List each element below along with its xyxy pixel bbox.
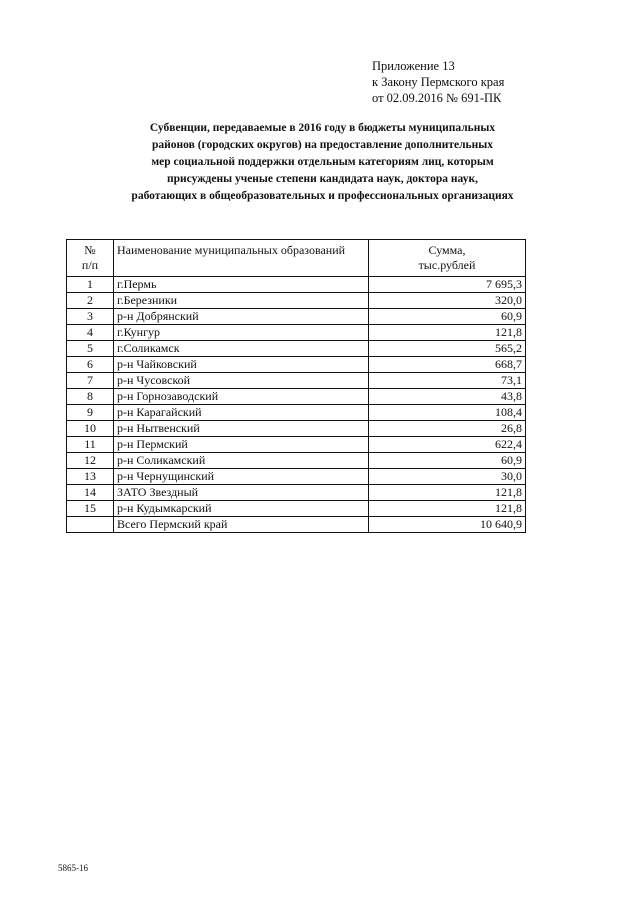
title-line: мер социальной поддержки отдельным категориям лиц, которым <box>151 156 494 168</box>
table-row <box>67 373 526 389</box>
row-number: 14 <box>67 485 114 501</box>
row-municipality: р-н Кудымкарский <box>114 501 369 517</box>
row-sum: 60,9 <box>369 453 526 469</box>
subvention-table <box>66 239 526 533</box>
row-municipality: р-н Чернущинский <box>114 469 369 485</box>
row-sum: 565,2 <box>369 341 526 357</box>
table-row <box>67 341 526 357</box>
table-row <box>67 485 526 501</box>
row-sum: 622,4 <box>369 437 526 453</box>
total-sum: 10 640,9 <box>369 517 526 533</box>
table-row <box>67 325 526 341</box>
row-number: 5 <box>67 341 114 357</box>
table-row <box>67 309 526 325</box>
appendix-date: от 02.09.2016 № 691-ПК <box>372 91 502 105</box>
row-municipality: ЗАТО Звездный <box>114 485 369 501</box>
row-municipality: р-н Пермский <box>114 437 369 453</box>
title-line: работающих в общеобразовательных и профессиональных организациях <box>131 190 514 202</box>
row-number: 12 <box>67 453 114 469</box>
header-number <box>67 240 114 277</box>
table-body <box>67 277 526 533</box>
table-row <box>67 405 526 421</box>
row-number: 4 <box>67 325 114 341</box>
table-row <box>67 293 526 309</box>
table-row <box>67 469 526 485</box>
table-row <box>67 453 526 469</box>
row-number: 9 <box>67 405 114 421</box>
table-row <box>67 357 526 373</box>
header-sum-label: Сумма, <box>428 243 466 257</box>
total-label: Всего Пермский край <box>114 517 369 533</box>
header-sum-unit: тыс.рублей <box>418 258 476 272</box>
row-sum: 7 695,3 <box>369 277 526 293</box>
row-sum: 60,9 <box>369 309 526 325</box>
row-number: 8 <box>67 389 114 405</box>
row-municipality: г.Пермь <box>114 277 369 293</box>
table-row <box>67 277 526 293</box>
row-sum: 43,8 <box>369 389 526 405</box>
row-municipality: г.Березники <box>114 293 369 309</box>
row-number: 15 <box>67 501 114 517</box>
row-municipality: р-н Карагайский <box>114 405 369 421</box>
table-total-row <box>67 517 526 533</box>
row-number: 1 <box>67 277 114 293</box>
row-sum: 121,8 <box>369 485 526 501</box>
row-municipality: р-н Добрянский <box>114 309 369 325</box>
row-number: 7 <box>67 373 114 389</box>
title-line: Субвенции, передаваемые в 2016 году в бюджеты муниципальных <box>149 122 496 134</box>
title-line: районов (городских округов) на предоставление дополнительных <box>152 139 493 151</box>
row-municipality: г.Соликамск <box>114 341 369 357</box>
row-municipality: р-н Горнозаводский <box>114 389 369 405</box>
appendix-reference <box>372 58 504 106</box>
header-number-abbr: п/п <box>81 258 99 272</box>
document-code: 5865-16 <box>58 863 88 873</box>
appendix-number: Приложение 13 <box>372 59 455 73</box>
row-municipality: р-н Нытвенский <box>114 421 369 437</box>
row-sum: 668,7 <box>369 357 526 373</box>
row-number: 11 <box>67 437 114 453</box>
row-sum: 121,8 <box>369 325 526 341</box>
row-sum: 26,8 <box>369 421 526 437</box>
row-sum: 108,4 <box>369 405 526 421</box>
row-municipality: р-н Чусовской <box>114 373 369 389</box>
row-number: 10 <box>67 421 114 437</box>
table-row <box>67 501 526 517</box>
header-sum <box>369 240 526 277</box>
row-sum: 121,8 <box>369 501 526 517</box>
row-number: 13 <box>67 469 114 485</box>
row-sum: 73,1 <box>369 373 526 389</box>
row-municipality: р-н Чайковский <box>114 357 369 373</box>
appendix-law: к Закону Пермского края <box>372 75 505 89</box>
row-number: 2 <box>67 293 114 309</box>
document-title <box>70 120 575 205</box>
table-header-row <box>67 240 526 277</box>
row-number: 3 <box>67 309 114 325</box>
total-number <box>67 517 114 533</box>
row-municipality: г.Кунгур <box>114 325 369 341</box>
table-row <box>67 389 526 405</box>
header-number-sign: № <box>84 243 96 257</box>
row-sum: 30,0 <box>369 469 526 485</box>
title-line: присуждены ученые степени кандидата наук, доктора наук, <box>167 173 478 185</box>
table-row <box>67 421 526 437</box>
row-municipality: р-н Соликамский <box>114 453 369 469</box>
header-name: Наименование муниципальных образований <box>114 240 369 277</box>
row-number: 6 <box>67 357 114 373</box>
table-row <box>67 437 526 453</box>
row-sum: 320,0 <box>369 293 526 309</box>
